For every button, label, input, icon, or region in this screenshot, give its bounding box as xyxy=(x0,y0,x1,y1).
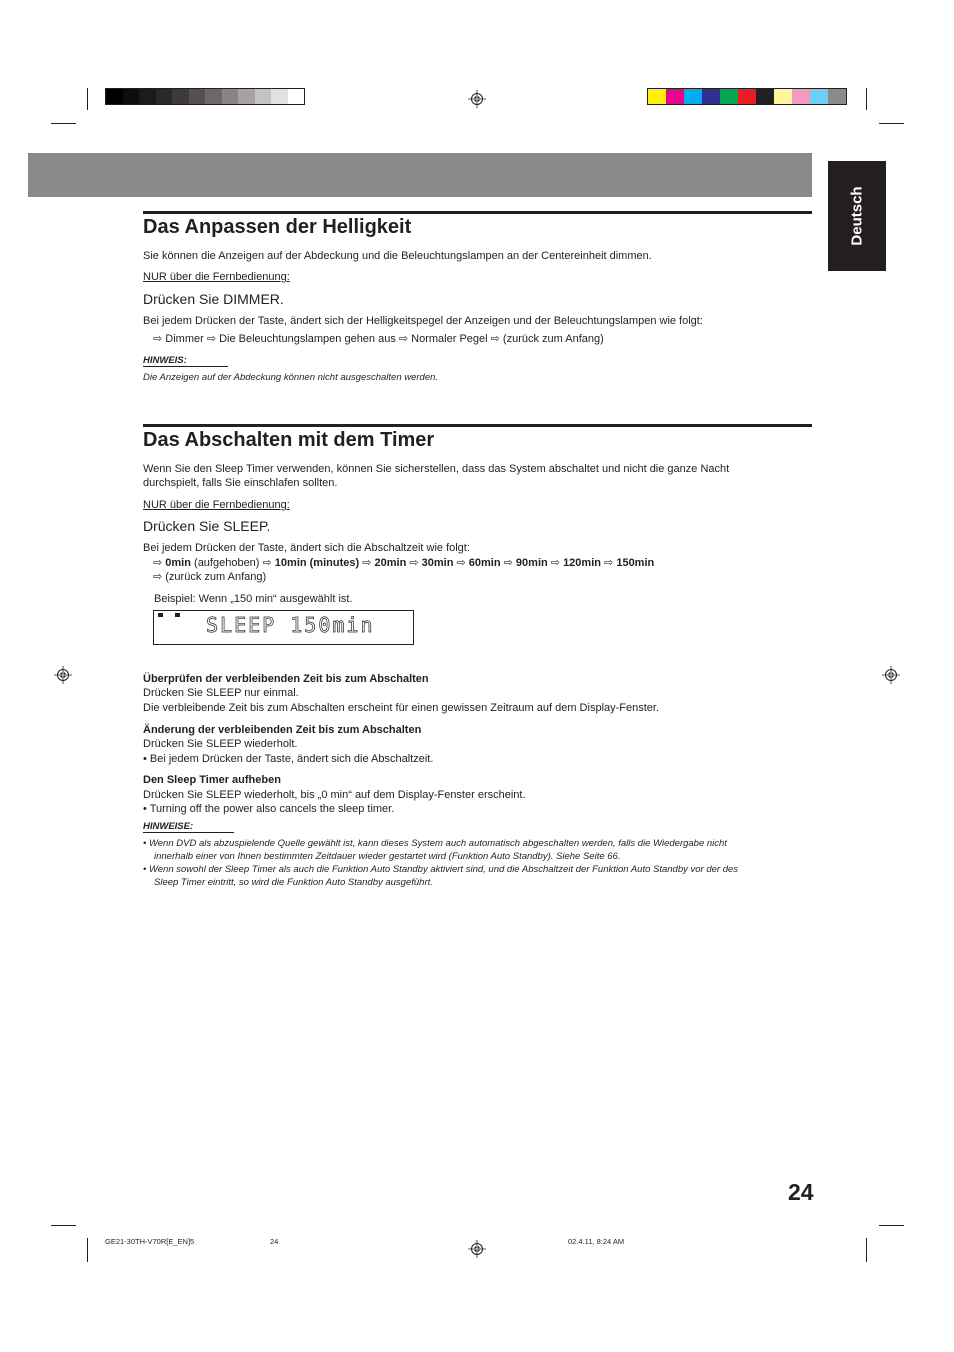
display-text: SLEEP 150min xyxy=(206,613,375,637)
registration-mark-icon xyxy=(468,1240,486,1258)
crop-mark xyxy=(879,123,904,124)
calibration-swatch xyxy=(720,89,738,104)
sleep-intro-line1: Wenn Sie den Sleep Timer verwenden, können Sie sicherstellen, dass das System abschaltet und nicht die ganze Nacht xyxy=(143,463,730,475)
sleep-sequence-return: ⇨ (zurück zum Anfang) xyxy=(153,571,267,583)
footer-date: 02.4.11, 8:24 AM xyxy=(568,1237,625,1246)
grayscale-calibration-bar xyxy=(105,88,305,105)
calibration-swatch xyxy=(172,89,189,104)
header-band xyxy=(28,153,812,197)
note-underline xyxy=(143,366,228,367)
example-caption: Beispiel: Wenn „150 min“ ausgewählt ist. xyxy=(154,593,353,605)
crop-mark xyxy=(87,88,88,110)
crop-mark xyxy=(51,123,76,124)
check-remaining-line2: Die verbleibende Zeit bis zum Abschalten erscheint für einen gewissen Zeitraum auf dem Display-Fenster. xyxy=(143,702,660,714)
change-remaining-line2: • Bei jedem Drücken der Taste, ändert sich die Abschaltzeit. xyxy=(143,753,434,765)
brightness-intro: Sie können die Anzeigen auf der Abdeckung und die Beleuchtungslampen an der Centereinheit dimmen. xyxy=(143,250,652,262)
footer-file: GE21-30TH-V70R[E_EN]5 xyxy=(105,1237,195,1246)
sleep-step-description: Bei jedem Drücken der Taste, ändert sich die Abschaltzeit wie folgt: xyxy=(143,542,470,554)
calibration-swatch xyxy=(106,89,123,104)
display-indicator xyxy=(158,613,163,617)
dimmer-step-description: Bei jedem Drücken der Taste, ändert sich der Helligkeitspegel der Anzeigen und der Beleuchtungslampen wie folgt: xyxy=(143,315,703,327)
calibration-swatch xyxy=(756,89,774,104)
registration-mark-icon xyxy=(54,666,72,684)
calibration-swatch xyxy=(648,89,666,104)
calibration-swatch xyxy=(702,89,720,104)
calibration-swatch xyxy=(288,89,305,104)
display-window xyxy=(153,610,414,645)
check-remaining-heading: Überprüfen der verbleibenden Zeit bis zum Abschalten xyxy=(143,673,429,685)
cancel-timer-line1: Drücken Sie SLEEP wiederholt, bis „0 min“ auf dem Display-Fenster erscheint. xyxy=(143,789,526,801)
section-rule xyxy=(143,211,812,214)
step-press-dimmer: Drücken Sie DIMMER. xyxy=(143,291,284,307)
calibration-swatch xyxy=(255,89,272,104)
calibration-swatch xyxy=(684,89,702,104)
note-heading: HINWEIS: xyxy=(143,355,187,366)
calibration-swatch xyxy=(774,89,792,104)
note1-line2: innerhalb einer von Ihnen bestimmten Zeitdauer wieder gestartet wird (Funktion Auto Standby). Siehe Seite 66. xyxy=(154,851,621,862)
crop-mark xyxy=(879,1225,904,1226)
calibration-swatch xyxy=(205,89,222,104)
notes-heading: HINWEISE: xyxy=(143,821,194,832)
step-press-sleep: Drücken Sie SLEEP. xyxy=(143,518,271,534)
calibration-swatch xyxy=(792,89,810,104)
note2-line2: Sleep Timer eintritt, so wird die Funktion Auto Standby ausgeführt. xyxy=(154,877,433,888)
calibration-swatch xyxy=(189,89,206,104)
calibration-swatch xyxy=(156,89,173,104)
color-calibration-bar xyxy=(647,88,847,105)
section-rule xyxy=(143,424,812,427)
crop-mark xyxy=(87,1238,88,1262)
cancel-timer-heading: Den Sleep Timer aufheben xyxy=(143,774,281,786)
cancel-timer-line2: • Turning off the power also cancels the sleep timer. xyxy=(143,803,395,815)
registration-mark-icon xyxy=(468,90,486,108)
note2-line1: • Wenn sowohl der Sleep Timer als auch die Funktion Auto Standby aktiviert sind, und die Abschaltzeit der Funktion Auto Standby vor der des xyxy=(143,864,739,875)
calibration-swatch xyxy=(828,89,846,104)
notes-underline xyxy=(143,832,234,833)
calibration-swatch xyxy=(139,89,156,104)
sleep-sequence: ⇨ 0min (aufgehoben) ⇨ 10min (minutes) ⇨ 20min ⇨ 30min ⇨ 60min ⇨ 90min ⇨ 120min ⇨ 150min xyxy=(153,557,655,569)
remote-only-label: NUR über die Fernbedienung: xyxy=(143,499,290,511)
language-tab xyxy=(828,161,886,271)
sleep-intro-line2: durchspielt, falls Sie einschlafen sollten. xyxy=(143,477,338,489)
footer-page: 24 xyxy=(270,1237,279,1246)
registration-mark-icon xyxy=(882,666,900,684)
calibration-swatch xyxy=(271,89,288,104)
page-number: 24 xyxy=(788,1179,814,1205)
change-remaining-heading: Änderung der verbleibenden Zeit bis zum Abschalten xyxy=(143,724,422,736)
display-indicator xyxy=(175,613,180,617)
calibration-swatch xyxy=(222,89,239,104)
calibration-swatch xyxy=(238,89,255,104)
remote-only-label: NUR über die Fernbedienung: xyxy=(143,271,290,283)
calibration-swatch xyxy=(738,89,756,104)
language-tab-label: Deutsch xyxy=(848,186,866,246)
check-remaining-line1: Drücken Sie SLEEP nur einmal. xyxy=(143,687,299,699)
calibration-swatch xyxy=(666,89,684,104)
calibration-swatch xyxy=(810,89,828,104)
section-title-sleep-timer: Das Abschalten mit dem Timer xyxy=(143,429,435,451)
dimmer-sequence: ⇨ Dimmer ⇨ Die Beleuchtungslampen gehen aus ⇨ Normaler Pegel ⇨ (zurück zum Anfang) xyxy=(153,333,604,345)
change-remaining-line1: Drücken Sie SLEEP wiederholt. xyxy=(143,738,298,750)
brightness-note: Die Anzeigen auf der Abdeckung können nicht ausgeschalten werden. xyxy=(143,372,439,383)
crop-mark xyxy=(51,1225,76,1226)
section-title-brightness: Das Anpassen der Helligkeit xyxy=(143,216,412,238)
crop-mark xyxy=(866,1238,867,1262)
note1-line1: • Wenn DVD als abzuspielende Quelle gewählt ist, kann dieses System auch automatisch abgeschalten werden, falls die Wiedergabe nicht xyxy=(143,838,727,849)
crop-mark xyxy=(866,88,867,110)
calibration-swatch xyxy=(123,89,140,104)
